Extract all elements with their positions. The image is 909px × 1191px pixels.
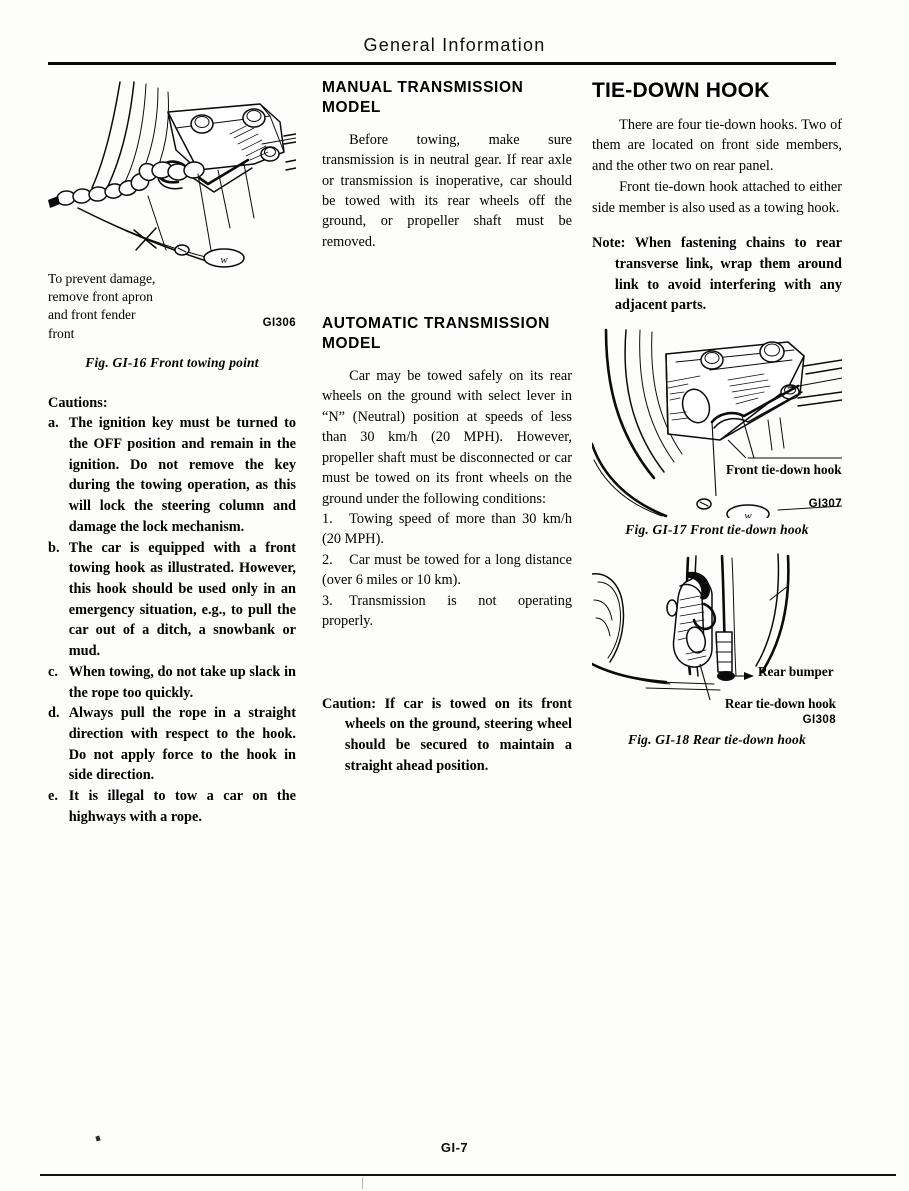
caution-text-a: The ignition key must be turned to the OFF position and remain in the ignition. Do not remove the key during the towing operation, as this will lock the steering column and damage the lock mechanism. [68, 415, 296, 535]
condition-item-1 [322, 509, 572, 550]
condition-item-2 [322, 550, 572, 591]
caution-block-label: Caution: [322, 695, 377, 712]
automatic-transmission-heading-line1: AUTOMATIC TRANSMISSION [322, 315, 550, 333]
condition-number-2: 2. [322, 551, 333, 568]
scan-artifact-tick [362, 1178, 363, 1189]
automatic-transmission-paragraph: Car may be towed safely on its rear wheels on the ground with select lever in “N” (Neutral) position at speeds of less than 30 km/h (20 MPH). However, propeller shaft must be disconnected or car must be towed on its front wheels on the ground under the following conditions: [322, 367, 572, 507]
figure-gi-16-code: GI306 [262, 317, 296, 329]
caution-letter-a: a. [48, 415, 59, 432]
condition-text-2: Car must be towed for a long distance (over 6 miles or 10 km). [322, 551, 572, 589]
caution-letter-e: e. [48, 788, 58, 805]
caution-item-e [48, 786, 296, 827]
condition-number-3: 3. [322, 592, 333, 609]
front-towing-point-drawing [48, 78, 296, 274]
svg-text:w: w [220, 254, 228, 266]
caution-text-b: The car is equipped with a front towing hook as illustrated. However, this hook should be used only in an emergency situation, e.g., to pull the car out of a ditch, a snowbank or mud. [68, 539, 296, 660]
note-line-2: remove front apron [48, 289, 153, 305]
caution-block [322, 694, 572, 777]
figure-gi-18-callout-rear-bumper: Rear bumper [758, 663, 834, 679]
figure-gi-18-caption: Fig. GI-18 Rear tie-down hook [628, 731, 806, 747]
note-line-3: and front fender [48, 307, 136, 323]
caution-text-c: When towing, do not take up slack in the rope too quickly. [68, 663, 296, 701]
middle-column [322, 78, 572, 777]
tie-down-hook-heading: TIE-DOWN HOOK [592, 79, 770, 102]
note-line-1: To prevent damage, [48, 271, 156, 286]
cautions-heading: Cautions: [48, 394, 108, 411]
figure-gi-17-callout: Front tie-down hook [726, 461, 842, 477]
caution-letter-b: b. [48, 539, 60, 556]
caution-text-d: Always pull the rope in a straight direction with respect to the hook. Do not apply force to the hook in side direction. [68, 705, 296, 784]
figure-gi-18-callout-rear-hook: Rear tie-down hook [724, 695, 836, 711]
manual-transmission-heading [322, 78, 572, 118]
tie-down-paragraph-2: Front tie-down hook attached to either side member is also used as a towing hook. [592, 179, 842, 216]
header-rule [48, 62, 836, 65]
caution-block-text: If car is towed on its front wheels on the ground, steering wheel should be secured to maintain a straight ahead position. [344, 695, 572, 774]
footer-rule [40, 1174, 896, 1176]
figure-gi-17-code: GI307 [808, 497, 842, 510]
svg-text:w: w [744, 509, 752, 518]
condition-item-3 [322, 591, 572, 632]
note-block-text: When fastening chains to rear transverse link, wrap them around link to avoid interfering with any adjacent parts. [614, 235, 842, 314]
left-column [48, 78, 296, 828]
automatic-transmission-heading [322, 314, 572, 354]
caution-item-b [48, 538, 296, 662]
caution-text-e: It is illegal to tow a car on the highways with a rope. [68, 788, 296, 825]
page-running-head: General Information [363, 35, 546, 55]
figure-gi-16-caption: Fig. GI-16 Front towing point [85, 354, 259, 370]
page-folio: GI-7 [440, 1140, 469, 1155]
figure-gi-18 [592, 552, 842, 700]
right-column [592, 78, 842, 748]
automatic-transmission-heading-line2: MODEL [322, 335, 381, 353]
caution-letter-d: d. [48, 705, 60, 722]
figure-gi-16 [48, 78, 296, 274]
towing-conditions-list [322, 509, 572, 632]
note-block-label: Note: [592, 235, 626, 252]
manual-transmission-heading-line2: MODEL [322, 98, 381, 116]
condition-number-1: 1. [322, 511, 333, 527]
caution-letter-c: c. [48, 663, 58, 680]
figure-gi-17-caption: Fig. GI-17 Front tie-down hook [625, 521, 809, 537]
chain [48, 160, 205, 208]
caution-item-d [48, 703, 296, 786]
note-line-4: front [48, 325, 75, 341]
manual-transmission-heading-line1: MANUAL TRANSMISSION [322, 79, 524, 96]
manual-transmission-paragraph: Before towing, make sure transmission is in neutral gear. If rear axle or transmission is inoperative, car should be towed with its rear wheels off the ground, or propeller shaft must be removed. [322, 131, 572, 250]
note-block [592, 233, 842, 316]
cautions-list [48, 413, 296, 827]
condition-text-3: Transmission is not operating properly. [322, 592, 572, 630]
figure-gi-16-note [48, 270, 296, 343]
condition-text-1: Towing speed of more than 30 km/h (20 MPH). [322, 511, 572, 548]
front-tie-down-hook-drawing [592, 328, 842, 518]
figure-gi-18-code: GI308 [802, 713, 836, 726]
figure-gi-17 [592, 328, 842, 518]
caution-item-a [48, 413, 296, 537]
tie-down-paragraph-1: There are four tie-down hooks. Two of them are located on front side members, and the other two on rear panel. [592, 116, 842, 174]
caution-item-c [48, 662, 296, 703]
